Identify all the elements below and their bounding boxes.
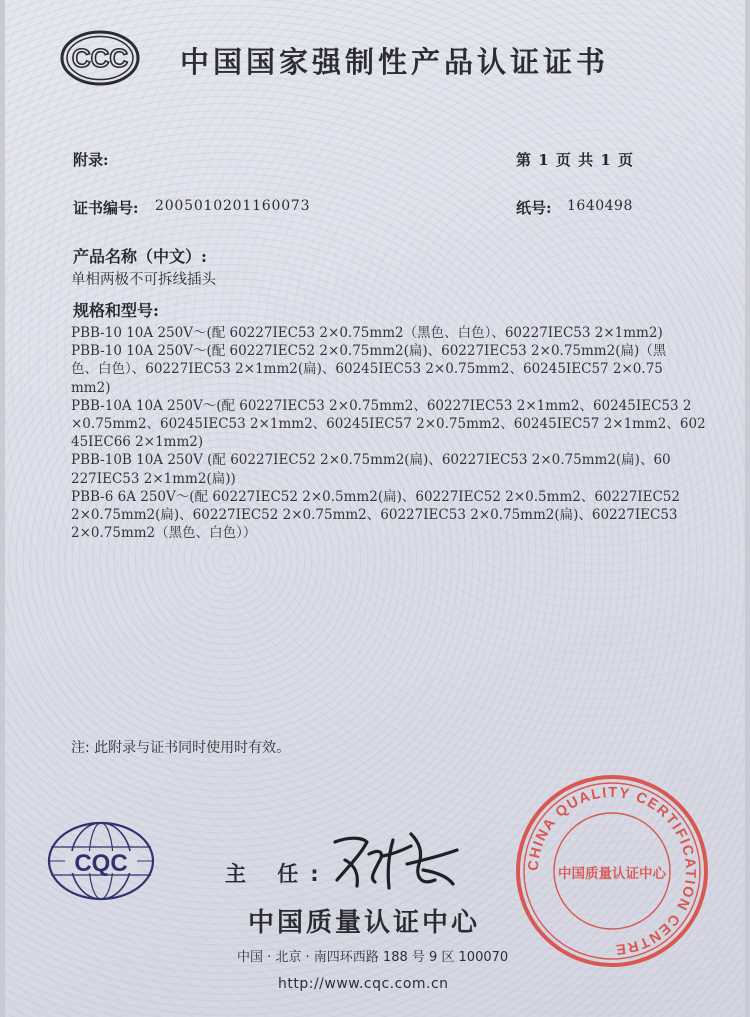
spec-line: ×0.75mm2、60245IEC53 2×1mm2、60245IEC57 2×0.75mm2、60245IEC57 2×1mm2、602 bbox=[71, 416, 706, 433]
specs-list bbox=[71, 324, 711, 542]
cert-no-value: 2005010201160073 bbox=[155, 198, 311, 214]
organization-name: 中国质量认证中心 bbox=[248, 908, 481, 938]
spec-line: PBB-10 10A 250V～(配 60227IEC53 2×0.75mm2（黑色、白色）、60227IEC53 2×1mm2) bbox=[71, 325, 663, 341]
director-signature bbox=[323, 820, 473, 900]
spec-line: PBB-10A 10A 250V～(配 60227IEC53 2×0.75mm2、60227IEC53 2×1mm2、60245IEC53 2 bbox=[71, 397, 692, 414]
specs-label: 规格和型号: bbox=[73, 301, 159, 320]
seal-ring-text: CHINA QUALITY CERTIFICATION CENTRE bbox=[525, 784, 699, 958]
annex-label: 附录: bbox=[73, 151, 109, 169]
product-name-value: 单相两极不可拆线插头 bbox=[71, 272, 216, 288]
director-label: 主 任: bbox=[225, 862, 331, 886]
spec-line: PBB-6 6A 250V～(配 60227IEC52 2×0.5mm2(扁)、60227IEC52 2×0.5mm2、60227IEC52 bbox=[71, 488, 680, 505]
seal-inner-text: 中国质量认证中心 bbox=[558, 866, 666, 882]
spec-line: 45IEC66 2×1mm2) bbox=[71, 434, 204, 451]
spec-line: 2×0.75mm2（黑色、白色）） bbox=[71, 525, 257, 542]
certification-seal-icon bbox=[513, 772, 711, 970]
paper-no-value: 1640498 bbox=[567, 198, 633, 214]
cert-no-label: 证书编号: bbox=[73, 199, 139, 217]
organization-website: http://www.cqc.com.cn bbox=[278, 976, 449, 992]
paper-no-label: 纸号: bbox=[516, 199, 552, 217]
spec-line: 色、白色）、60227IEC53 2×1mm2(扁)、60245IEC53 2×0.75mm2、60245IEC57 2×0.75 bbox=[71, 361, 663, 378]
spec-line: mm2) bbox=[71, 379, 111, 396]
page-info: 第 1 页 共 1 页 bbox=[516, 151, 634, 169]
spec-line: PBB-10 10A 250V～(配 60227IEC52 2×0.75mm2(扁)、60227IEC53 2×0.75mm2(扁)（黑 bbox=[71, 343, 667, 360]
product-name-label: 产品名称（中文）: bbox=[73, 247, 207, 266]
spec-line: 227IEC53 2×1mm2(扁)) bbox=[71, 470, 236, 487]
certificate-annex-page bbox=[5, 0, 745, 1017]
validity-note: 注: 此附录与证书同时使用时有效。 bbox=[71, 740, 291, 756]
spec-line: 2×0.75mm2(扁)、60227IEC52 2×0.75mm2、60227IEC53 2×0.75mm2(扁)、60227IEC53 bbox=[71, 507, 678, 524]
page-title: 中国国家强制性产品认证证书 bbox=[180, 45, 610, 79]
cqc-logo-text: CQC bbox=[74, 850, 128, 877]
ccc-logo-text: CCC bbox=[71, 43, 129, 73]
spec-line: PBB-10B 10A 250V (配 60227IEC52 2×0.75mm2(扁)、60227IEC53 2×0.75mm2(扁)、60 bbox=[71, 452, 671, 469]
ccc-logo-icon bbox=[60, 30, 140, 86]
organization-address: 中国 · 北京 · 南四环西路 188 号 9 区 100070 bbox=[237, 950, 509, 965]
cqc-logo-icon bbox=[45, 820, 157, 902]
